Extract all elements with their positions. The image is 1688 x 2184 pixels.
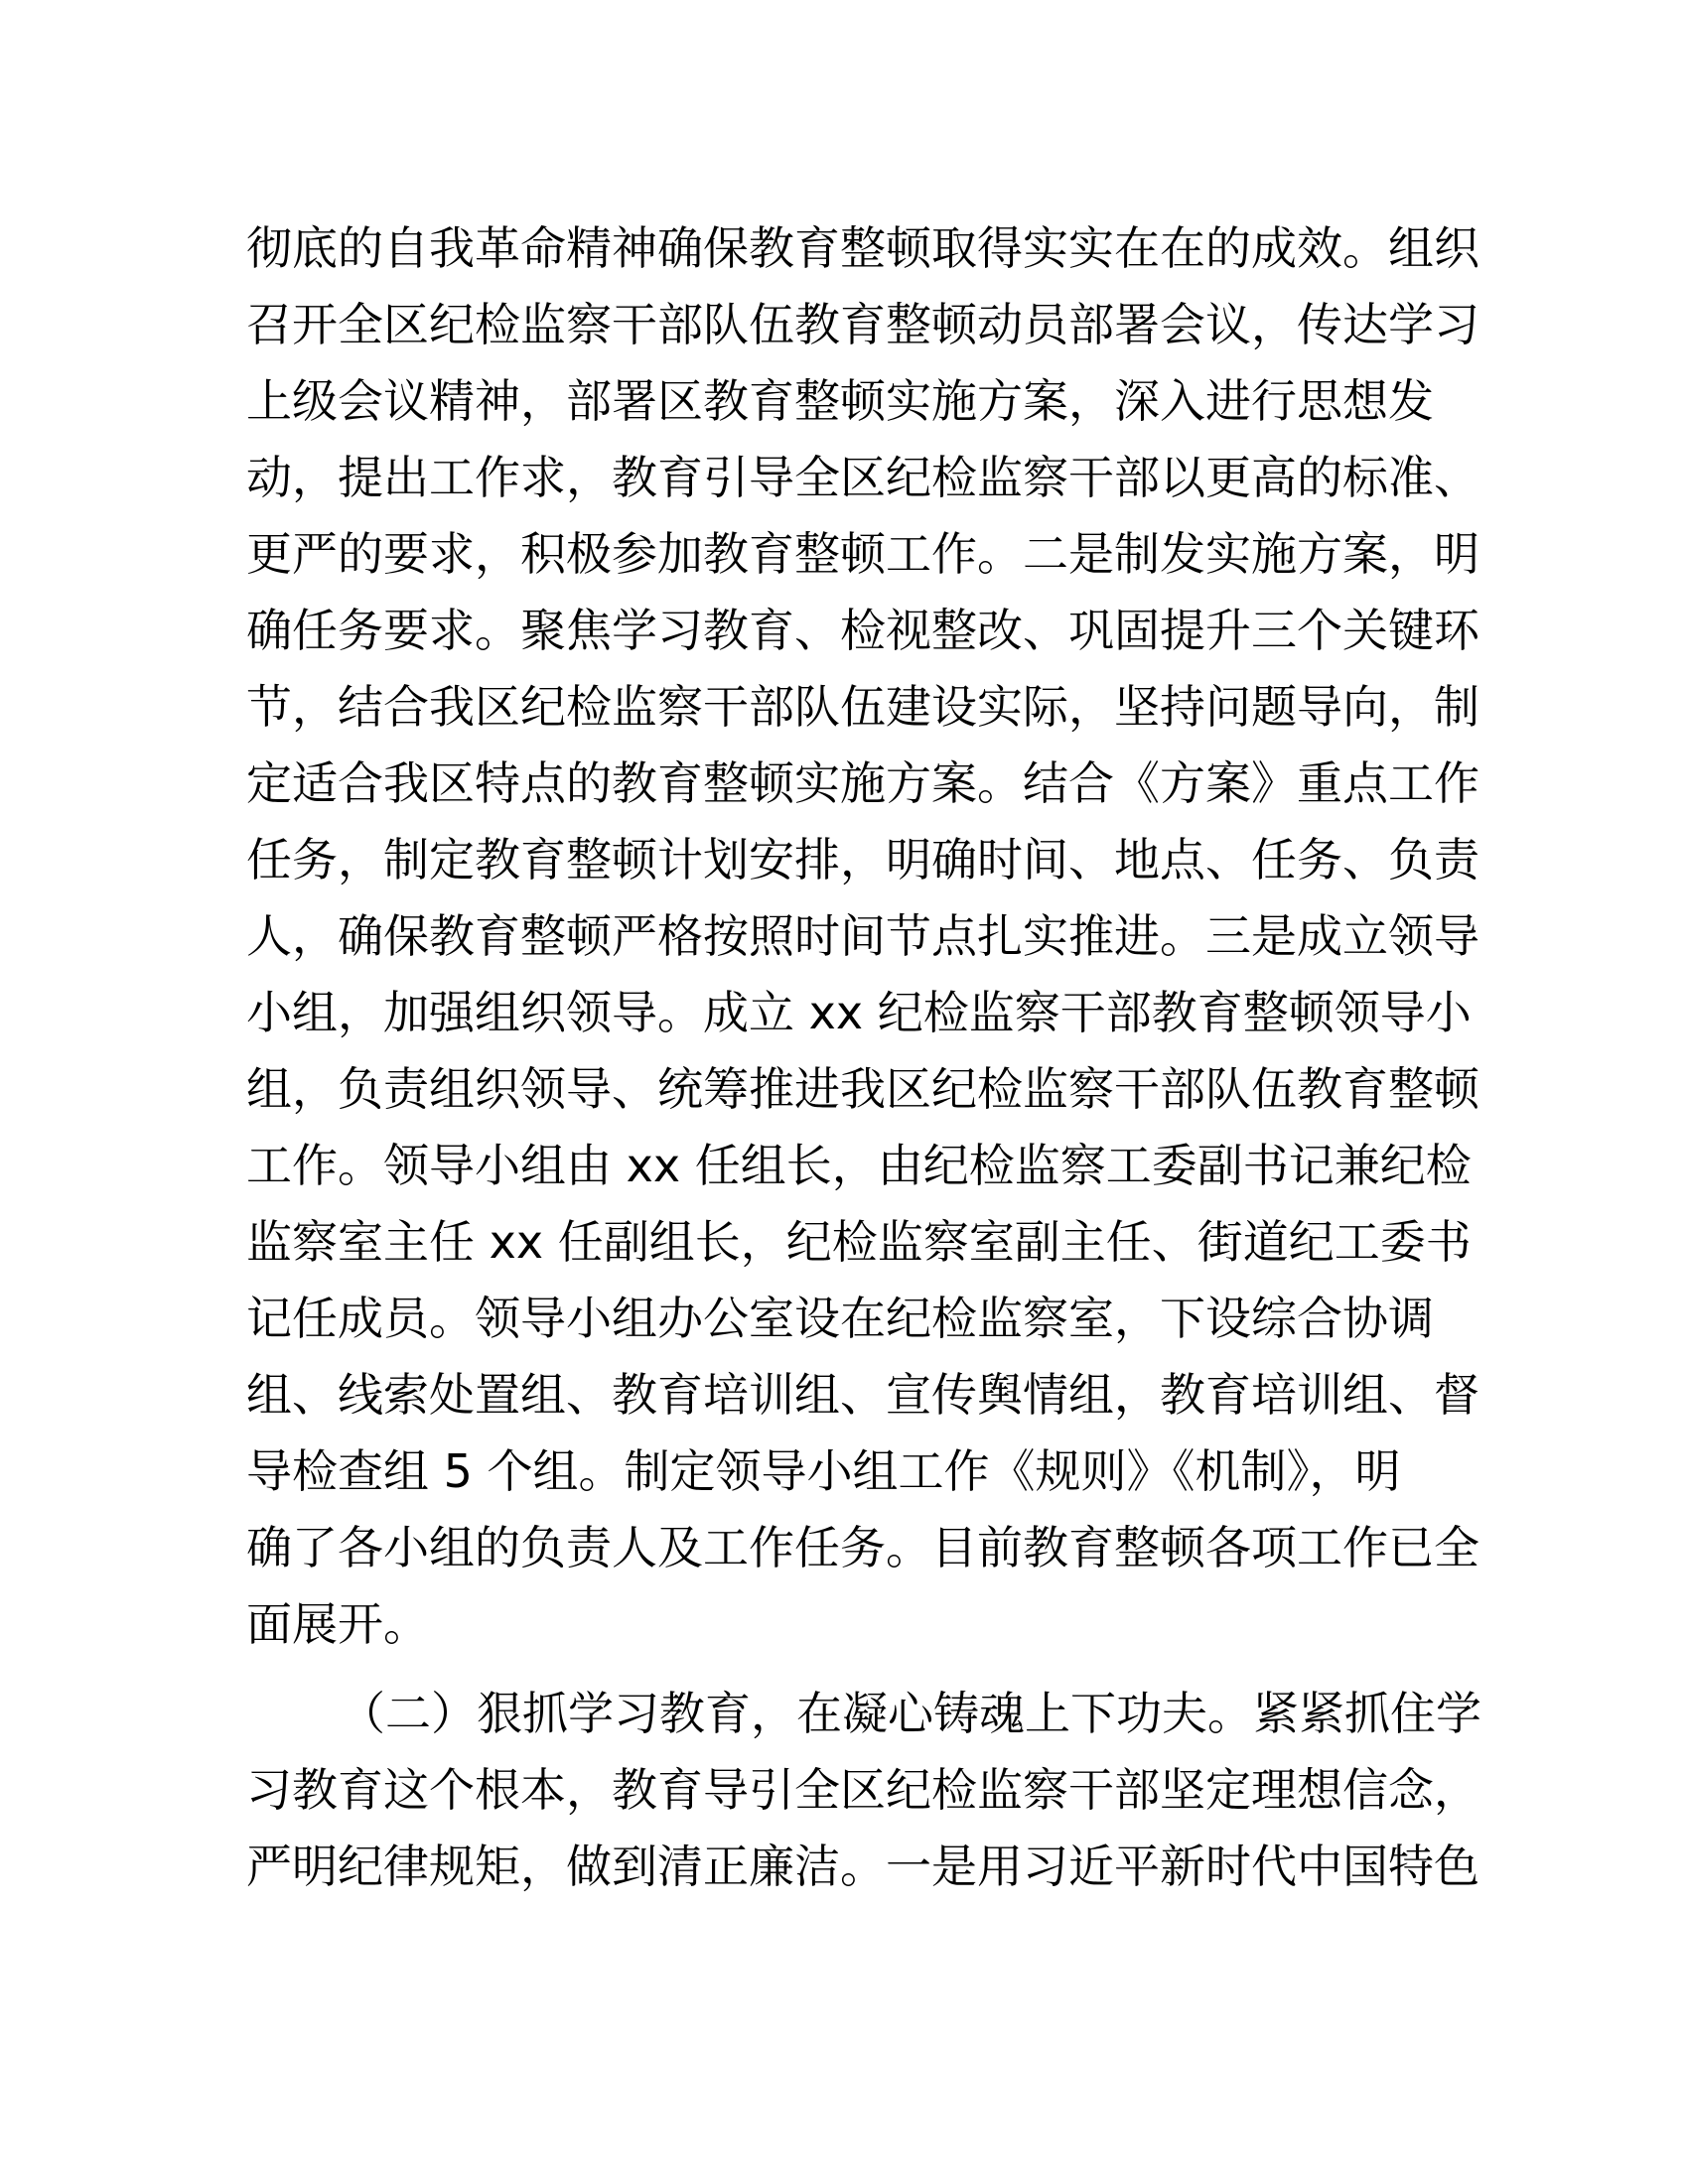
text-line: 任务，制定教育整顿计划安排，明确时间、地点、任务、负责 (246, 833, 1479, 887)
text-line: 组、线索处置组、教育培训组、宣传舆情组，教育培训组、督 (246, 1368, 1479, 1422)
text-line: 定适合我区特点的教育整顿实施方案。结合《方案》重点工作 (246, 756, 1479, 810)
text-line: 彻底的自我革命精神确保教育整顿取得实实在在的成效。组织 (246, 221, 1479, 275)
text-line: 更严的要求，积极参加教育整顿工作。二是制发实施方案，明 (246, 527, 1479, 581)
text-line: 导检查组 5 个组。制定领导小组工作《规则》《机制》，明 (246, 1444, 1401, 1498)
text-line: 确任务要求。聚焦学习教育、检视整改、巩固提升三个关键环 (246, 604, 1479, 657)
text-line: 节，结合我区纪检监察干部队伍建设实际，坚持问题导向，制 (246, 680, 1479, 734)
text-line: 面展开。 (246, 1597, 429, 1651)
text-line: 监察室主任 xx 任副组长，纪检监察室副主任、街道纪工委书 (246, 1215, 1472, 1269)
text-line: 召开全区纪检监察干部队伍教育整顿动员部署会议，传达学习 (246, 298, 1479, 351)
text-line: 上级会议精神，部署区教育整顿实施方案，深入进行思想发 (246, 374, 1434, 428)
text-line: 工作。领导小组由 xx 任组长，由纪检监察工委副书记兼纪检 (246, 1139, 1472, 1192)
text-line: 小组，加强组织领导。成立 xx 纪检监察干部教育整顿领导小 (246, 986, 1472, 1039)
text-line: 严明纪律规矩，做到清正廉洁。一是用习近平新时代中国特色 (246, 1840, 1479, 1893)
text-line: 习教育这个根本，教育导引全区纪检监察干部坚定理想信念， (246, 1763, 1479, 1817)
text-line: 记任成员。领导小组办公室设在纪检监察室，下设综合协调 (246, 1292, 1434, 1345)
text-line: 人，确保教育整顿严格按照时间节点扎实推进。三是成立领导 (246, 909, 1479, 963)
text-line-indented: （二）狠抓学习教育，在凝心铸魂上下功夫。紧紧抓住学 (340, 1687, 1481, 1740)
text-line: 动，提出工作求，教育引导全区纪检监察干部以更高的标准、 (246, 451, 1479, 504)
text-line: 组，负责组织领导、统筹推进我区纪检监察干部队伍教育整顿 (246, 1062, 1479, 1116)
text-line: 确了各小组的负责人及工作任务。目前教育整顿各项工作已全 (246, 1521, 1479, 1574)
